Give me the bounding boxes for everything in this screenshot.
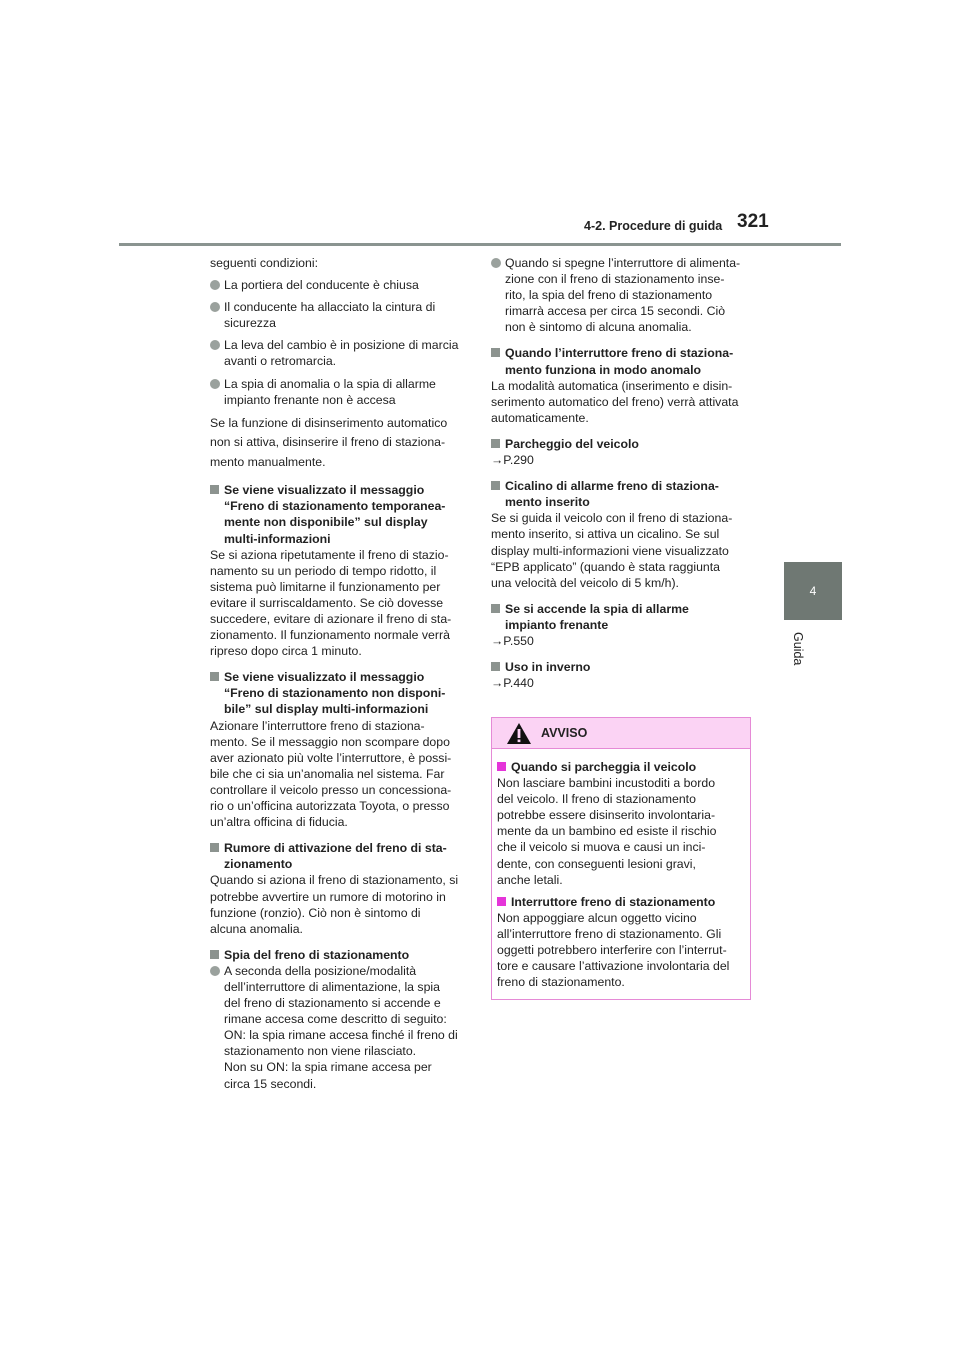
text-line: Azionare l’interruttore freno di staziona- [210,718,425,733]
text-line: seguenti condizioni: [210,256,319,270]
text-line: rio o un’officina autorizzata Toyota, o presso [210,799,450,814]
text-line: Se viene visualizzato il messaggio [224,670,425,685]
text-line: ripreso dopo circa 1 minuto. [210,644,362,659]
text-line: Interruttore freno di stazionamento [511,894,716,909]
text-line: zionamento. Il funzionamento normale verrà [210,628,450,643]
chapter-number: 4 [809,583,817,598]
text-line: zione con il freno di stazionamento inse- [505,272,725,287]
left-column [210,255,468,1098]
warning-title: AVVISO [541,726,588,740]
text-line: mento. Se il messaggio non scompare dopo [210,734,450,749]
text-line: non si attiva, disinserire il freno di staziona- [210,435,446,450]
text-line: Non lasciare bambini incustoditi a bordo [497,776,716,791]
paragraph [210,547,468,660]
text-line: zionamento [224,857,293,872]
text-line: rito, la spia del freno di stazionamento [505,288,713,303]
text-line: “EPB applicato” (quando è stata raggiunta [491,559,721,574]
text-line: funzione (ronzio). Ciò non è sintomo di [210,905,421,920]
paragraph [210,872,468,936]
text-line: all’interruttore freno di stazionamento. Gli [497,926,722,941]
text-line: →P.550 [491,633,534,648]
text-line: serimento automatico del freno) verrà attivata [491,394,739,409]
text-line: Se si guida il veicolo con il freno di staziona- [491,511,733,526]
text-line: controllare il veicolo presso un concessiona- [210,782,452,797]
text-line: mento funziona in modo anomalo [505,362,702,377]
text-line: avanti o retromarcia. [224,354,337,369]
bullet-item [210,299,468,331]
text-line: aver azionato più volte l’interruttore, è possi- [210,750,452,765]
text-line: La portiera del conducente è chiusa [224,278,419,293]
text-line: mente non disponibile” sul display [224,515,428,530]
text-line: display multi-informazioni viene visualizzato [491,543,729,558]
text-line: potrebbe avvertire un rumore di motorino in [210,889,446,904]
bullet-item [210,963,468,1092]
text-line: impianto frenante [505,617,609,632]
subheading [210,482,468,546]
text-line: del veicolo. Il freno di stazionamento [497,792,696,807]
text-line: Quando l’interruttore freno di staziona- [505,346,734,361]
text-line: un’altra officina di fiducia. [210,815,348,830]
text-line: Se la funzione di disinserimento automatico [210,415,448,430]
right-column [491,255,753,697]
subheading [210,947,468,963]
text-line: mento inserito [505,495,590,510]
paragraph [210,414,468,473]
text-line: ON: la spia rimane accesa finché il freno di [224,1028,458,1043]
warning-box [491,717,751,1000]
text-line: alcuna anomalia. [210,921,303,936]
chapter-tab [784,562,842,620]
text-line: bile che ci sia un’anomalia nel sistema. Far [210,766,445,781]
paragraph [491,510,753,590]
text-line: Rumore di attivazione del freno di sta- [224,841,447,856]
text-line: La spia di anomalia o la spia di allarme [224,376,436,391]
text-line: dell’interruttore di alimentazione, la spia [224,979,440,994]
text-line: Non su ON: la spia rimane accesa per [224,1060,432,1075]
text-line: dente, con conseguenti lesioni gravi, [497,856,696,871]
text-line: circa 15 secondi. [224,1076,317,1091]
subheading [210,840,468,872]
paragraph [497,910,745,990]
subheading [491,601,753,633]
text-line: rimane accesa come descritto di seguito: [224,1012,447,1027]
text-line: tore e causare l’attivazione involontaria del [497,959,730,974]
chapter-label: Guida [791,632,805,666]
text-line: multi-informazioni [224,531,331,546]
text-line: Quando si spegne l’interruttore di alimenta- [505,256,741,270]
text-line: oggetti potrebbero interferire con l’interrut- [497,943,727,958]
header-divider [119,243,841,246]
subheading [491,659,753,675]
text-line: del freno di stazionamento si accende e [224,996,441,1011]
text-line: Il conducente ha allacciato la cintura di [224,300,436,315]
subheading [491,478,753,510]
paragraph [210,718,468,831]
warning-header [492,718,750,749]
bullet-item [210,277,468,293]
text-line: Se si accende la spia di allarme [505,601,689,616]
text-line: Quando si aziona il freno di stazionamento, si [210,873,459,888]
text-line: una velocità del veicolo di 5 km/h). [491,575,679,590]
text-line: namento su un periodo di tempo ridotto, il [210,563,437,578]
text-line: La modalità automatica (inserimento e disin- [491,378,733,393]
page-number: 321 [737,211,769,232]
text-line: mento inserito, si attiva un cicalino. Se sul [491,527,720,542]
bullet-item [491,255,753,335]
paragraph [491,378,753,426]
text-line: rimarrà accesa per circa 15 secondi. Ciò [505,304,726,319]
section-title: 4-2. Procedure di guida [584,219,723,233]
text-line: succedere, evitare di azionare il freno di sta- [210,612,452,626]
warning-body [492,749,750,1000]
text-line: Non appoggiare alcun oggetto vicino [497,910,697,925]
text-line: potrebbe essere disinserito involontaria- [497,808,716,823]
text-line: automaticamente. [491,410,589,425]
text-line: Spia del freno di stazionamento [224,947,410,962]
paragraph [210,255,468,271]
text-line: non è sintomo di alcuna anomalia. [505,320,692,335]
text-line: Quando si parcheggia il veicolo [511,760,697,774]
subheading [210,669,468,717]
text-line: “Freno di stazionamento temporanea- [224,499,446,514]
text-line: evitare il surriscaldamento. Se ciò dovesse [210,595,444,610]
warning-subheading [497,894,745,910]
text-line: Parcheggio del veicolo [505,436,639,451]
text-line: freno di stazionamento. [497,975,625,990]
text-line: Se si aziona ripetutamente il freno di stazio- [210,547,449,562]
subheading [491,345,753,377]
bullet-item [210,376,468,408]
text-line: Se viene visualizzato il messaggio [224,483,425,498]
text-line: Uso in inverno [505,660,591,675]
text-line: sistema può limitarne il funzionamento per [210,579,441,594]
text-line: A seconda della posizione/modalità [224,963,417,978]
text-line: La leva del cambio è in posizione di marcia [224,338,459,353]
paragraph [497,775,745,888]
warning-triangle-icon [506,722,532,745]
text-line: →P.440 [491,676,534,691]
text-line: che il veicolo si muova e causi un inci- [497,840,706,855]
paragraph [491,633,753,649]
text-line: →P.290 [491,453,534,468]
bullet-item [210,337,468,369]
text-line: impianto frenante non è accesa [224,392,396,407]
text-line: Cicalino di allarme freno di staziona- [505,479,719,494]
text-line: mente da un bambino ed esiste il rischio [497,824,717,839]
text-line: stazionamento non viene rilasciato. [224,1044,417,1059]
warning-subheading [497,759,745,775]
text-line: “Freno di stazionamento non disponi- [224,686,446,701]
paragraph [491,452,753,468]
text-line: anche letali. [497,872,563,887]
text-line: bile” sul display multi-informazioni [224,702,429,717]
text-line: sicurezza [224,316,276,331]
text-line: mento manualmente. [210,454,326,469]
paragraph [491,675,753,691]
subheading [491,436,753,452]
